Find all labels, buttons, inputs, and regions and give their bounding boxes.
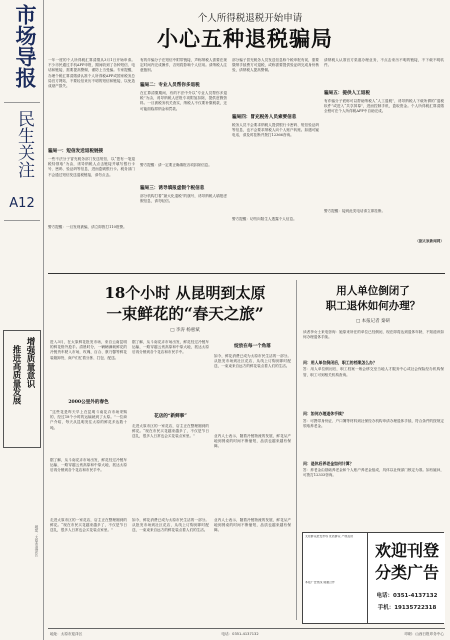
subheading: 绽放在每一个角落 <box>234 344 271 349</box>
article-column-2 <box>140 58 227 270</box>
paragraph: 业内人士表示，随着冷链物流的发展，鲜花从产地到餐桌的时间不断缩短，品质也越来越有保障。 <box>214 518 291 533</box>
story2-column-1 <box>50 340 127 515</box>
story3-title-line2: 职工退休如何办理？ <box>325 300 421 312</box>
paragraph: 走进太原市区的一家花店，店主正在整理刚到的鲜花。“现在市民买花越来越多了，不仅是节日送礼，很多人日常也会买花装点家里。” <box>50 518 127 533</box>
question: 问：用人单位倒闭后，职工的档案怎么办？ <box>303 360 377 365</box>
paragraph: 业内人士表示，随着冷链物流的发展，鲜花从产地到餐桌的时间不断缩短，品质也越来越有保障。 <box>214 434 291 449</box>
footer-address: 地址：太原市迎泽区 <box>50 632 83 636</box>
vertical-divider <box>296 280 297 620</box>
promo-phone-2: 手机：19135722318 <box>377 605 437 611</box>
question: 问：如何办理退休手续？ <box>303 411 346 417</box>
answer: 答：养老金由基础养老金和个人账户养老金组成，具体以社保部门核定为准。如有疑问，可拨打12333咨询。 <box>303 468 444 478</box>
story3-body <box>303 330 444 528</box>
headline-title: 小心五种退税骗局 <box>157 27 333 51</box>
paragraph: 一些不法分子冒充税务部门发送短信，以“您有一笔退税待领取”为由，诱导纳税人点击链接并填写银行卡号、密码、验证码等信息，进而盗刷银行卡。税务部门不会通过短信发送退税链接，请勿点击。 <box>48 157 135 177</box>
masthead-divider-2 <box>4 220 40 221</box>
paragraph: 如今，鲜花消费已成为太原市民生活的一部分。从批发市场到社区花店，从线上订购到即时配送，一束束来自远方的鲜花装点着人们的生活。 <box>132 518 209 533</box>
paragraph: 走进太原市区的一家花店，店主正在整理刚到的鲜花。“现在市民买花越来越多了，不仅是节日送礼，很多人日常也会买花装点家里。” <box>132 424 209 439</box>
masthead-divider <box>4 102 40 103</box>
story2-title-line1: 18个小时 从昆明到太原 <box>104 284 266 302</box>
paragraph: 请纳税人认准官方渠道办理业务，不点击来历不明的链接，不下载不明软件。 <box>324 58 444 68</box>
masthead <box>0 0 44 640</box>
paragraph: 据了解，从斗南花卉市场出发，鲜花经过冷链车运输，一路穿越云贵高原和中原大地，抵达太原后再分销到各个花店和市民手中。 <box>132 340 209 355</box>
story3-title-line1: 用人单位倒闭了 <box>336 285 410 297</box>
article-column-3 <box>232 58 319 270</box>
paragraph: 警方提醒：一旦发现被骗，请立即拨打110报警。 <box>48 225 127 229</box>
headline-kicker: 个人所得税退税开始申请 <box>197 13 303 24</box>
paragraph: 有诈骗分子谎称可以帮助纳税人“人工退税”，诱导纳税人下载所谓的“退税软件”或进入“共享屏幕”，进而控制手机，盗取资金。个人所得税汇算清缴全程可在个人所得税APP中自助完成。 <box>324 99 444 114</box>
article-column-1 <box>48 58 135 270</box>
story2-continuation <box>50 518 291 618</box>
paragraph: 读者李女士来电咨询：她原来所在的单位已经倒闭，现在即将达到退休年龄，不知道该如何办理退休手续。 <box>303 330 444 340</box>
paragraph: 警方提醒：切勿向陌生人透露个人信息。 <box>232 217 297 221</box>
paragraph: 如今，鲜花消费已成为太原市民生活的一部分。从批发市场到社区花店，从线上订购到即时配送，一束束来自远方的鲜花装点着人们的生活。 <box>214 354 291 369</box>
answer: 答：用人单位倒闭后，职工档案一般会移交至当地人才服务中心或社会保险经办机构保管，职工可到相关机构查询。 <box>303 367 444 377</box>
subheading: 骗局四：冒充税务人员索要信息 <box>232 115 297 120</box>
byline: （据太原新闻网） <box>415 239 444 243</box>
paragraph: 部分机构打着“最大化退税”的旗号，诱导纳税人填报虚假信息，请勿轻信。 <box>140 194 227 204</box>
paragraph: 据了解，从斗南花卉市场出发，鲜花经过冷链车运输，一路穿越云贵高原和中原大地，抵达太原后再分销到各个花店和市民手中。 <box>50 458 127 473</box>
footer-left: 地址：太原市迎泽区 <box>35 525 39 557</box>
story3-byline: □ 本报记者 秦研 <box>355 319 391 324</box>
subheading: 骗局二：专业人员帮你多退税 <box>140 83 200 88</box>
paragraph: 进入3月，在太原鲜花批发市场，来自云南昆明的鲜花格外抢手。清晨时分，一辆辆满载鲜花的冷链货车驶入市场，玫瑰、百合、康乃馨等鲜花装箱卸货，商户们忙着分拣、打包、配送。 <box>50 340 127 360</box>
ad-line: 本报广告热线 诚邀合作 <box>305 581 335 584</box>
ad-line: 太原鲜花批发市场 优质鲜花 产地直供 <box>305 535 354 538</box>
question: 问：退休后养老金如何计算？ <box>303 460 354 466</box>
subheading: 2000公里外的春色 <box>68 400 109 405</box>
paragraph: 有的诈骗分子在短信中附带链接，声称纳税人需要在规定时间内完成操作，否则将影响个人信用。请纳税人注意甄别。 <box>140 58 227 73</box>
story2-byline: □ 李涛 杨惠斌 <box>170 328 200 333</box>
paragraph: 在汇算清缴期间，有的不法中介以“专业人员帮你多退税”为由，诱导纳税人虚报专项附加扣除，提供虚假资料。一旦被税务机关查实，纳税人不仅要补缴税款，还可能面临滞纳金和罚款。 <box>140 91 227 111</box>
subheading: 骗局三：诱导填报虚假个税信息 <box>140 186 205 191</box>
subheading: 花店的“新鲜事” <box>154 414 187 419</box>
footer-phone: 电话：0351-4137132 <box>221 632 259 636</box>
paper-name: 市场导报 <box>13 4 38 88</box>
promo-ad-line-2: 分类广告 <box>374 563 439 582</box>
page-number: A12 <box>9 196 35 211</box>
paragraph: 警方提醒：接到此类电话请立即挂断。 <box>324 209 386 213</box>
story2-column-2 <box>132 340 209 515</box>
paragraph: 税务人员不会要求纳税人提供银行卡密码、短信验证码等信息，也不会要求纳税人向个人账户转账。如遇可疑电话，请及时挂断并拨打12366咨询。 <box>232 123 319 138</box>
paragraph: 警方提醒：请一定要正确填报各项扣除信息。 <box>140 163 212 167</box>
paragraph: “这些花是昨天早上在昆明斗南花卉市场采购的，经过18个小时的运输就到了太原。”一位商户介绍，每天从昆明发往太原的鲜花多达数十吨。 <box>50 410 127 430</box>
footer-rule <box>48 628 445 629</box>
section-divider <box>48 273 445 274</box>
story2-column-3 <box>214 340 291 515</box>
banner-line-2: 推进高质量发展 <box>11 345 21 405</box>
answer: 答：可携带身份证、户口簿等材料到社保经办机构申请办理退休手续，符合条件的按规定领取养老金。 <box>303 418 444 429</box>
subheading: 骗局一：短信发送退税链接 <box>48 149 104 154</box>
section-name: 民生关注 <box>14 110 34 178</box>
classified-ad-block <box>302 532 444 624</box>
subheading: 骗局五：提供人工退税 <box>324 91 370 96</box>
banner-line-1: 增强质量意识 <box>25 337 35 388</box>
promo-phone-1: 电话：0351-4137132 <box>376 593 438 599</box>
paragraph: 部分骗子冒充税务人员发送信息称个税申报有误，需要缴纳手续费方可退税，或称需要提供验证码完成身份核验，请纳税人提高警惕。 <box>232 58 319 73</box>
promo-ad-line-1: 欢迎刊登 <box>374 541 439 560</box>
story2-title-line2: 一束鲜花的“春天之旅” <box>106 304 264 323</box>
footer-printer: 印刷：山西日报印务中心 <box>404 632 444 636</box>
quality-banner <box>3 330 41 448</box>
paragraph: 一年一度的个人所得税汇算清缴从3月1日开始申请。不少市民通过手机APP申报，期间收到了各种短信、电话和链接，需要提高警惕，谨防上当受骗。专家提醒，办理个税汇算清缴请认准个人所得税APP或国家税务总局官方网站，不要轻信来历不明的短信和链接，以免造成财产损失。 <box>48 58 135 89</box>
promo-ad <box>367 533 445 623</box>
article-column-4 <box>324 58 444 270</box>
